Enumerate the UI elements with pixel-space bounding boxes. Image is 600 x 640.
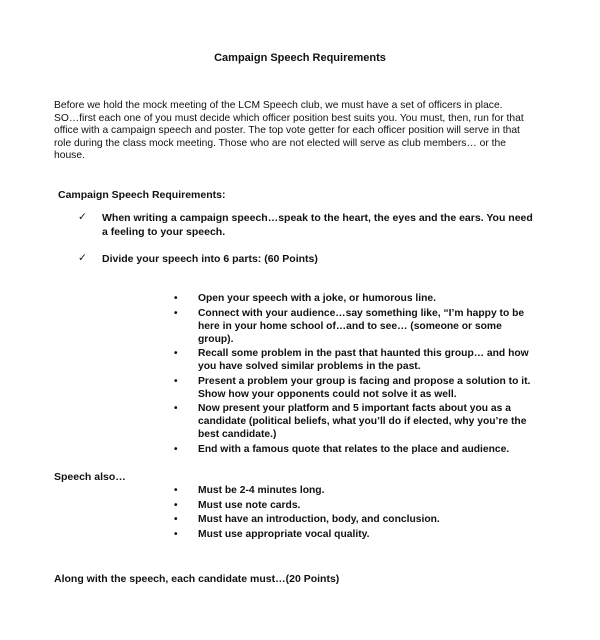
list-item-line: Must use appropriate vocal quality.: [198, 528, 370, 540]
check-item-line: When writing a campaign speech…speak to the heart, the eyes and the ears. You need: [102, 212, 533, 224]
list-item: [174, 528, 440, 541]
intro-line: Before we hold the mock meeting of the LCM Speech club, we must have a set of officers in place.: [54, 100, 503, 111]
list-item: [174, 484, 440, 497]
speech-also-label: Speech also…: [54, 471, 126, 483]
bullet-icon: •: [174, 403, 178, 415]
requirements-heading: Campaign Speech Requirements:: [58, 189, 226, 201]
list-item-line: candidate (political beliefs, what you’ll do if elected, why you’re the: [198, 416, 527, 428]
check-item: [102, 211, 533, 239]
checkmark-icon: ✓: [78, 211, 87, 223]
speech-parts-list: [174, 292, 530, 458]
list-item-line: Must have an introduction, body, and conclusion.: [198, 514, 440, 526]
check-item-line: Divide your speech into 6 parts: (60 Points): [102, 253, 318, 265]
bullet-icon: •: [174, 293, 178, 304]
bullet-icon: •: [174, 348, 178, 360]
list-item-line: best candidate.): [198, 429, 277, 441]
list-item-line: Now present your platform and 5 important facts about you as a: [198, 403, 511, 415]
footer-line: Along with the speech, each candidate must…(20 Points): [54, 573, 340, 585]
bullet-icon: •: [174, 499, 178, 511]
intro-line: house.: [54, 150, 85, 161]
list-item: [174, 307, 530, 346]
list-item-line: Must use note cards.: [198, 499, 301, 511]
list-item: [174, 347, 530, 373]
list-item: [174, 513, 440, 526]
list-item-line: you have solved similar problems in the past.: [198, 361, 421, 373]
intro-paragraph: [54, 100, 554, 163]
intro-line: office with a campaign speech and poster. The top vote getter for each officer position will serve in that: [54, 125, 520, 136]
list-item-line: Recall some problem in the past that haunted this group… and how: [198, 348, 529, 360]
list-item: [174, 292, 530, 305]
bullet-icon: •: [174, 485, 178, 496]
list-item-line: Present a problem your group is facing and propose a solution to it.: [198, 375, 531, 387]
list-item-line: here in your home school of…and to see… (someone or some: [198, 320, 502, 332]
list-item-line: group).: [198, 333, 234, 345]
list-item: [174, 443, 530, 456]
bullet-icon: •: [174, 375, 178, 387]
intro-line: role during the class mock meeting. Those who are not elected will serve as club members… or the: [54, 137, 506, 149]
page-title: Campaign Speech Requirements: [214, 52, 386, 64]
checkmark-icon: ✓: [78, 252, 87, 264]
bullet-icon: •: [174, 514, 178, 526]
check-item: [102, 252, 318, 266]
bullet-icon: •: [174, 443, 178, 455]
bullet-icon: •: [174, 528, 178, 540]
list-item-line: Connect with your audience…say something like, “I’m happy to be: [198, 307, 525, 319]
speech-also-list: [174, 484, 440, 542]
list-item-line: Show how your opponents could not solve it as well.: [198, 388, 457, 400]
list-item: [174, 499, 440, 512]
check-item-line: a feeling to your speech.: [102, 226, 226, 238]
list-item: [174, 375, 530, 401]
list-item: [174, 402, 530, 441]
list-item-line: End with a famous quote that relates to the place and audience.: [198, 443, 510, 455]
bullet-icon: •: [174, 307, 178, 319]
list-item-line: Must be 2-4 minutes long.: [198, 485, 325, 496]
list-item-line: Open your speech with a joke, or humorous line.: [198, 293, 437, 304]
intro-line: SO…first each one of you must decide which officer position best suits you. You must, then, run for that: [54, 112, 524, 124]
